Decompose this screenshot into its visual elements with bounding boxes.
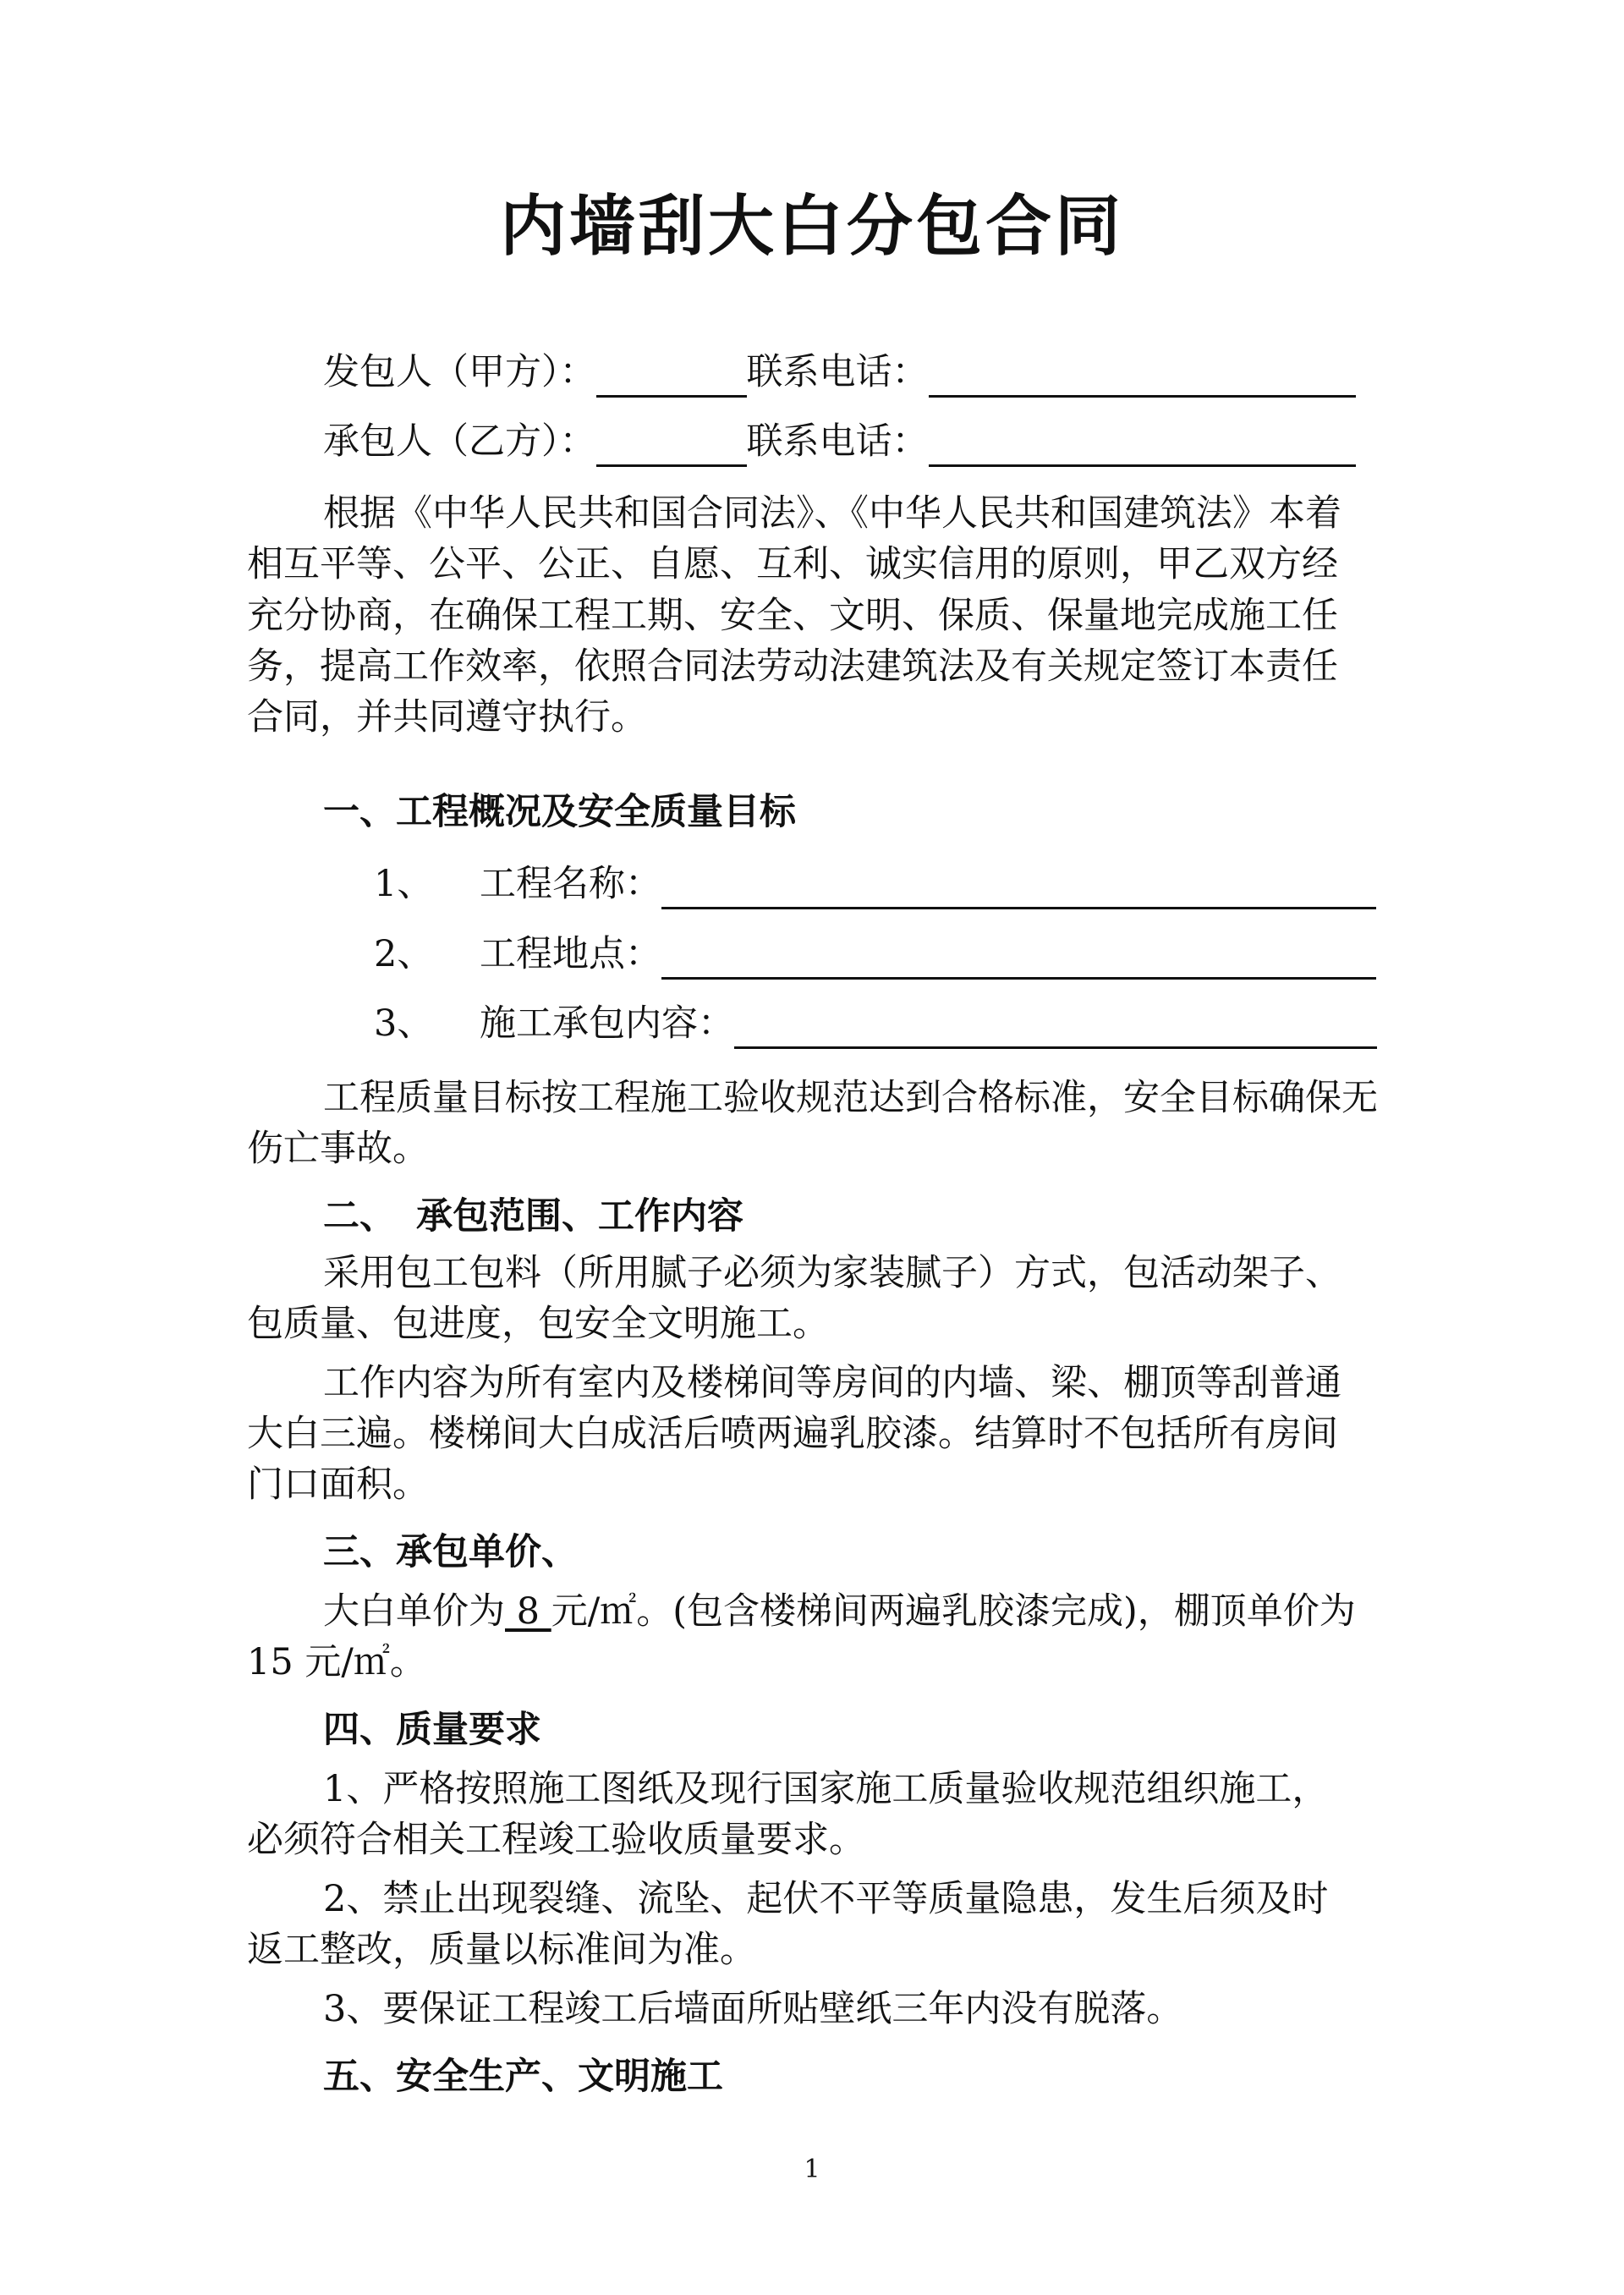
party-a-phone-label: 联系电话： (746, 351, 929, 393)
project-item-1 (374, 859, 1376, 909)
party-b-row (323, 416, 1356, 467)
contract-content-label: 施工承包内容： (480, 1002, 734, 1045)
item-number: 3、 (374, 1002, 434, 1045)
quality-req-line: 3、要保证工程竣工后墙面所贴壁纸三年内没有脱落。 (323, 1988, 1183, 2030)
project-location-blank (661, 938, 1376, 980)
item-number: 2、 (374, 933, 434, 975)
intro-line: 合同，并共同遵守执行。 (247, 696, 647, 738)
work-content-line: 大白三遍。楼梯间大白成活后喷两遍乳胶漆。结算时不包括所有房间 (247, 1413, 1338, 1455)
item-number: 1、 (374, 863, 434, 905)
project-location-label: 工程地点： (480, 933, 661, 975)
scope-line: 包质量、包进度，包安全文明施工。 (247, 1303, 829, 1345)
section-5-heading: 五、安全生产、文明施工 (323, 2056, 723, 2098)
quality-req-line: 必须符合相关工程竣工验收质量要求。 (247, 1819, 865, 1861)
quality-req-line: 2、禁止出现裂缝、流坠、起伏不平等质量隐患，发生后须及时 (323, 1878, 1329, 1920)
party-a-row (323, 347, 1356, 398)
intro-line: 根据《中华人民共和国合同法》、《中华人民共和国建筑法》本着 (323, 492, 1341, 535)
price-value: 8 (505, 1590, 551, 1633)
party-a-label: 发包人（甲方）： (323, 351, 596, 393)
party-b-phone-blank (929, 426, 1356, 467)
section-4-heading: 四、质量要求 (323, 1709, 541, 1751)
quality-goal-line: 伤亡事故。 (247, 1128, 429, 1170)
party-b-blank (596, 426, 747, 467)
section-2-heading (323, 1191, 743, 1242)
work-content-line: 工作内容为所有室内及楼梯间等房间的内墙、梁、棚顶等刮普通 (323, 1362, 1341, 1404)
price-prefix: 大白单价为 (323, 1590, 505, 1633)
scope-line: 采用包工包料（所用腻子必须为家装腻子）方式，包活动架子、 (323, 1252, 1341, 1294)
ceiling-price-line: 15 元/㎡。 (247, 1641, 426, 1683)
section-3-heading: 三、承包单价、 (323, 1531, 578, 1573)
party-a-blank (596, 356, 747, 398)
intro-line: 充分协商，在确保工程工期、安全、文明、保质、保量地完成施工任 (247, 595, 1338, 637)
intro-line: 务，提高工作效率，依照合同法劳动法建筑法及有关规定签订本责任 (247, 645, 1338, 688)
party-b-label-text: 承包人（乙方）： (323, 420, 596, 463)
intro-line: 相互平等、公平、公正、自愿、互利、诚实信用的原则，甲乙双方经 (247, 543, 1338, 585)
work-content-line: 门口面积。 (247, 1463, 429, 1506)
price-suffix: 元/㎡。(包含楼梯间两遍乳胶漆完成)，棚顶单价为 (551, 1590, 1356, 1633)
section-2-title: 承包范围、工作内容 (416, 1195, 743, 1238)
project-name-label: 工程名称： (480, 863, 661, 905)
quality-req-line: 1、严格按照施工图纸及现行国家施工质量验收规范组织施工， (323, 1768, 1329, 1810)
quality-goal-line: 工程质量目标按工程施工验收规范达到合格标准，安全目标确保无 (323, 1077, 1378, 1119)
page-title: 内墙刮大白分包合同 (499, 189, 1124, 265)
quality-req-line: 返工整改，质量以标准间为准。 (247, 1929, 756, 1971)
project-item-2 (374, 929, 1376, 980)
project-item-3 (374, 998, 1377, 1049)
price-line (323, 1586, 1356, 1637)
party-a-phone-blank (929, 356, 1356, 398)
section-2-number: 二、 (323, 1195, 396, 1238)
project-name-blank (661, 868, 1376, 909)
party-b-phone-label: 联系电话： (746, 420, 929, 463)
section-1-heading: 一、工程概况及安全质量目标 (323, 791, 796, 833)
contract-content-blank (734, 1007, 1377, 1049)
page-number: 1 (804, 2155, 820, 2184)
